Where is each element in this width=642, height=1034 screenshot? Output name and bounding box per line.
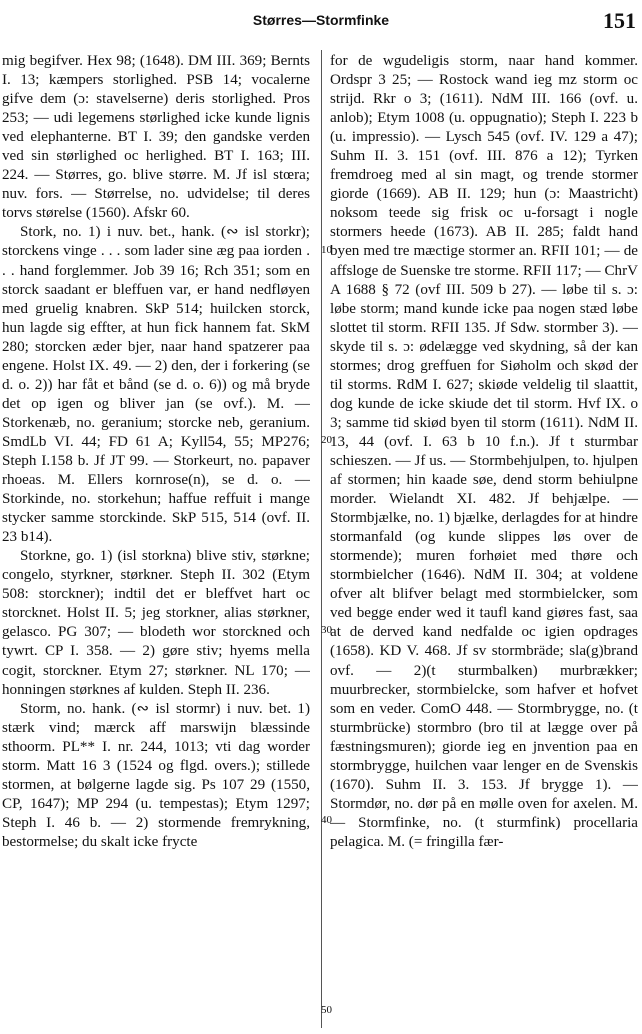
page-header bbox=[0, 8, 642, 38]
page-number: 151 bbox=[603, 8, 636, 33]
entry-storm: Storm, no. hank. (∾ isl stormr) i nuv. bet. 1) stærk vind; mærck aff marswijn blæssinde sthoorm. PL** I. nr. 244, 1013; vti dag worder storm. Matt 16 3 (1524 og flgd. overs.); stillede stormen, at bølgerne lagde sig. Ps 107 29 (1550, CP, 1647); MP 294 (u. tempestas); Etym 1297; Steph I. 46 b. — 2) stormende fremrykning, bestormelse; du skalt icke frycte bbox=[2, 700, 310, 850]
entry-storkne: Storkne, go. 1) (isl storkna) blive stiv, størkne; congelo, styrkner, størkner. Steph II. 302 (Etym 508: storckner); indtil det er bleffvet hart oc storcknet. Holst II. 5; jeg storkner, alias størkner, gelasco. PG 307; — blodeth wor storckned och tywrt. CP I. 358. — 2) gøre stiv; hyems mella cogit, storckner. Etym 27; størkner. NL 170; — honningen størknes af kulden. Steph II. 236. bbox=[2, 548, 310, 698]
running-head: Størres—Stormfinke bbox=[252, 12, 390, 28]
column-divider bbox=[321, 50, 322, 1028]
line-number: 30 bbox=[321, 624, 332, 636]
line-number: 10 bbox=[321, 244, 332, 256]
left-column bbox=[2, 52, 310, 1028]
text-paragraph: mig begifver. Hex 98; (1648). DM III. 369; Bernts I. 13; kæmpers storlighed. PSB 14; vocalerne gifve dem (ɔ: stavelserne) deris storlighed. Pros 253; — udi legemens størlighed icke kunde lignis ved elephanterne. BT I. 39; den gandske verden ved sin størlighed oc herlighed. BT I. 163; III. 224. — Størres, go. blive større. M. Jf isl stœra; nuv. fors. — Størrelse, no. udvidelse; til deres torvs størelse (1560). Afskr 60. bbox=[2, 53, 310, 222]
text-paragraph: for de wgudeligis storm, naar hand kommer. Ordspr 3 25; — Rostock wand ieg mz storm oc strijd. Rkr o 3; (1611). NdM III. 166 (ovf. u. anlob); Etym 1008 (u. oppugnatio); Steph I. 223 b (u. impressio). — Lysch 545 (ovf. IV. 129 a 47); Suhm II. 3. 151 (ovf. III. 876 a 12); Tyrken fremdroeg med al sin magt, og trende stormer giorde (1669). AB II. 129; hun (ɔ: Maastricht) noksom teede sig frisk oc u-forsagt i nogle stormers heede (1673). AB II. 285; faldt hand byen med tre mæctige stormer an. RFII 101; — de affsloge de Suenske tre storme. RFII 117; — ChrV A 1688 § 72 (ovf III. 509 b 27). — løbe til s. ɔ: løbe storm; mand kunde icke paa nogen stæd løbe slottet til storm. RFII 135. Jf Sdw. stormber 3). — skyde til s. ɔ: ødelægge ved skydning, så der kan stormes; drog greffuen for Siøholm och skød der til storms. RdM I. 627; skiøde veldelig til slaattit, dog kunde de icke skiude det til storm. Hvf IX. o 3; samme tid skiød byen til storm (1611). NdM II. 13, 44 (ovf. I. 63 b 10 f.n.). Jf t sturmbar schieszen. — Jf us. — Stormbehjulpen, to. hjulpen af stormen; hin kaade søe, dend storm behiulpne morder. Wielandt XI. 482. Jf behjælpe. — Stormbjælke, no. 1) bjælke, derlagdes for at hindre stormanfald (og kunde slippes løs over de stormende); muren forhøiet med thøre och stormbielcher (1646). NdM II. 304; at voldene ofver alt blifver belagt med stormbielcker, som ved begge ender wed it taufl kand giøres fast, saa at de derved kand nedfalde oc igien opdrages (1658). KD V. 468. Jf sv stormbräde; sla(g)brand ovf. — 2)(t sturmbalken) murbrækker; muurbrecker, stormbielcke, som hafver et hofvet som en veder. ComO 448. — Stormbrygge, no. (t sturmbrücke) stormbro (bro til at lægge over på fæstningsmuren); giorde ieg en jnvention paa en stormbrygge, huilchen vaar lenger en de Svenskis (1670). Suhm II. 3. 153. Jf brygge 1). — Stormdør, no. dør på en mølle oven for axelen. M. — Stormfinke, no. (t sturmfink) procellaria pelagica. M. (= fringilla fær- bbox=[330, 53, 638, 850]
right-column bbox=[330, 52, 638, 1028]
line-number: 40 bbox=[321, 814, 332, 826]
entry-stork: Stork, no. 1) i nuv. bet., hank. (∾ isl storkr); storckens vinge . . . som lader sine æg paa iorden . . . hand forglemmer. Job 39 16; Rch 351; som en storck saadant er bleffuen var, er hand nedfløyen med gruelig knabren. SkP 514; huilcken storck, hun lagde sig effter, at hun fick hannem fat. SkM 280; storcken æder bjer, naar hand spatzerer paa engene. Holst IX. 49. — 2) den, der i forkering (se d. o. 2)) har fåt et bånd (se d. o. 6)) og må bryde det op igen og bliver jan (se ovf.). M. — Storkenæb, no. geranium; storcke neb, geranium. SmdLb VI. 44; FD 61 A; Kyll54, 55; MP276; Steph I.158 b. Jf JT 99. — Storkeurt, no. papaver rhoeas. M. Ellers kornrose(n), se d. o. — Storkinde, no. storkehun; haffue reffuit i mange stycker samme storckinde. SkP 515, 514 (ovf. II. 23 b14). bbox=[2, 224, 310, 546]
line-number: 50 bbox=[321, 1004, 332, 1016]
line-number: 20 bbox=[321, 434, 332, 446]
